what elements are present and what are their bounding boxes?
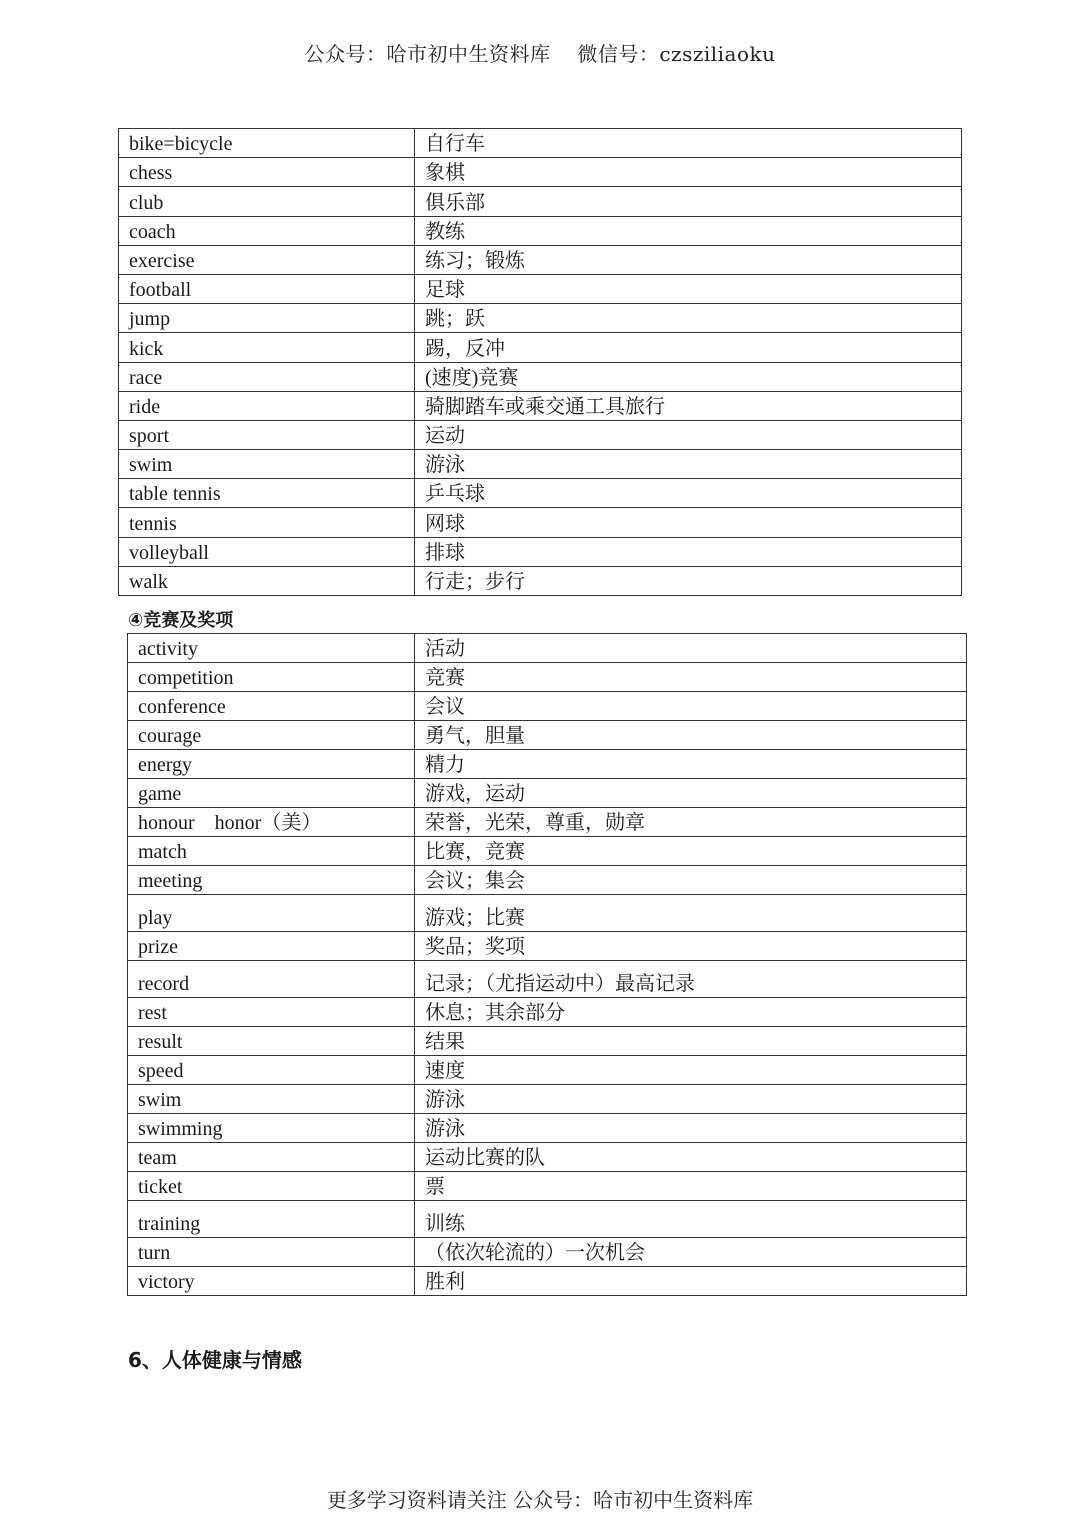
english-word: sport bbox=[119, 420, 415, 449]
vocab-row bbox=[119, 333, 962, 362]
chinese-meaning: 跳；跃 bbox=[415, 304, 962, 333]
english-word: chess bbox=[119, 158, 415, 187]
english-word: courage bbox=[128, 721, 415, 750]
vocab-row bbox=[128, 1201, 967, 1238]
chinese-meaning: 游泳 bbox=[415, 1114, 967, 1143]
chinese-meaning: 游泳 bbox=[415, 450, 962, 479]
chinese-meaning: 自行车 bbox=[415, 129, 962, 158]
sports-vocab-table bbox=[118, 128, 962, 596]
vocab-row bbox=[128, 1027, 967, 1056]
vocab-row bbox=[128, 1238, 967, 1267]
chinese-meaning: 胜利 bbox=[415, 1267, 967, 1296]
chinese-meaning: 俱乐部 bbox=[415, 187, 962, 216]
vocab-row bbox=[128, 998, 967, 1027]
chinese-meaning: 游戏，运动 bbox=[415, 779, 967, 808]
vocab-row bbox=[128, 721, 967, 750]
chinese-meaning: 运动 bbox=[415, 420, 962, 449]
vocab-row bbox=[128, 1143, 967, 1172]
subheading-competition-awards: ④竞赛及奖项 bbox=[128, 610, 234, 631]
chinese-meaning: 奖品；奖项 bbox=[415, 932, 967, 961]
vocab-row bbox=[128, 663, 967, 692]
english-word: bike=bicycle bbox=[119, 129, 415, 158]
chinese-meaning: 教练 bbox=[415, 216, 962, 245]
english-word: football bbox=[119, 274, 415, 303]
chinese-meaning: 荣誉，光荣，尊重，勋章 bbox=[415, 808, 967, 837]
english-word: match bbox=[128, 837, 415, 866]
vocab-row bbox=[119, 245, 962, 274]
chinese-meaning: 勇气，胆量 bbox=[415, 721, 967, 750]
english-word: energy bbox=[128, 750, 415, 779]
vocab-row bbox=[119, 450, 962, 479]
page-footer: 更多学习资料请关注 公众号：哈市初中生资料库 bbox=[326, 1488, 754, 1512]
chinese-meaning: (速度)竞赛 bbox=[415, 362, 962, 391]
chinese-meaning: 票 bbox=[415, 1172, 967, 1201]
chinese-meaning: 游戏；比赛 bbox=[415, 895, 967, 932]
vocab-row bbox=[128, 1085, 967, 1114]
vocab-row bbox=[128, 1114, 967, 1143]
vocab-row bbox=[128, 779, 967, 808]
english-word: victory bbox=[128, 1267, 415, 1296]
english-word: conference bbox=[128, 692, 415, 721]
english-word: swim bbox=[119, 450, 415, 479]
chinese-meaning: 行走；步行 bbox=[415, 566, 962, 595]
vocab-row bbox=[128, 750, 967, 779]
vocab-row bbox=[119, 508, 962, 537]
vocab-row bbox=[119, 216, 962, 245]
english-word: prize bbox=[128, 932, 415, 961]
english-word: volleyball bbox=[119, 537, 415, 566]
english-word: training bbox=[128, 1201, 415, 1238]
vocab-row bbox=[119, 274, 962, 303]
english-word: coach bbox=[119, 216, 415, 245]
vocab-row bbox=[119, 420, 962, 449]
english-word: competition bbox=[128, 663, 415, 692]
vocab-row bbox=[128, 895, 967, 932]
vocab-row bbox=[128, 932, 967, 961]
vocab-row bbox=[128, 808, 967, 837]
vocab-row bbox=[119, 479, 962, 508]
vocab-row bbox=[128, 1172, 967, 1201]
english-word: tennis bbox=[119, 508, 415, 537]
english-word: exercise bbox=[119, 245, 415, 274]
chinese-meaning: 比赛，竞赛 bbox=[415, 837, 967, 866]
chinese-meaning: 踢，反冲 bbox=[415, 333, 962, 362]
vocab-row bbox=[119, 304, 962, 333]
vocab-row bbox=[128, 1056, 967, 1085]
english-word: speed bbox=[128, 1056, 415, 1085]
vocab-row bbox=[128, 961, 967, 998]
english-word: rest bbox=[128, 998, 415, 1027]
chinese-meaning: （依次轮流的）一次机会 bbox=[415, 1238, 967, 1267]
english-word: activity bbox=[128, 634, 415, 663]
english-word: race bbox=[119, 362, 415, 391]
english-word: meeting bbox=[128, 866, 415, 895]
chinese-meaning: 活动 bbox=[415, 634, 967, 663]
header-wechat-id: 微信号：czsziliaoku bbox=[577, 42, 776, 66]
vocab-row bbox=[119, 158, 962, 187]
chinese-meaning: 游泳 bbox=[415, 1085, 967, 1114]
competition-vocab-table bbox=[127, 633, 967, 1296]
english-word: record bbox=[128, 961, 415, 998]
english-word: swimming bbox=[128, 1114, 415, 1143]
vocab-row bbox=[119, 391, 962, 420]
english-word: ride bbox=[119, 391, 415, 420]
chinese-meaning: 足球 bbox=[415, 274, 962, 303]
vocab-row bbox=[128, 634, 967, 663]
chinese-meaning: 练习；锻炼 bbox=[415, 245, 962, 274]
chinese-meaning: 竞赛 bbox=[415, 663, 967, 692]
english-word: club bbox=[119, 187, 415, 216]
chinese-meaning: 会议；集会 bbox=[415, 866, 967, 895]
chinese-meaning: 运动比赛的队 bbox=[415, 1143, 967, 1172]
english-word: table tennis bbox=[119, 479, 415, 508]
chinese-meaning: 训练 bbox=[415, 1201, 967, 1238]
section-heading-health-emotion: 6、人体健康与情感 bbox=[128, 1348, 302, 1372]
vocab-row bbox=[128, 837, 967, 866]
chinese-meaning: 速度 bbox=[415, 1056, 967, 1085]
english-word: turn bbox=[128, 1238, 415, 1267]
page-header bbox=[0, 38, 1080, 67]
english-word: honour honor（美） bbox=[128, 808, 415, 837]
english-word: play bbox=[128, 895, 415, 932]
chinese-meaning: 象棋 bbox=[415, 158, 962, 187]
english-word: team bbox=[128, 1143, 415, 1172]
english-word: swim bbox=[128, 1085, 415, 1114]
english-word: ticket bbox=[128, 1172, 415, 1201]
vocab-row bbox=[119, 566, 962, 595]
header-account-name: 公众号：哈市初中生资料库 bbox=[304, 42, 551, 66]
vocab-row bbox=[119, 129, 962, 158]
english-word: walk bbox=[119, 566, 415, 595]
chinese-meaning: 网球 bbox=[415, 508, 962, 537]
vocab-row bbox=[119, 537, 962, 566]
english-word: jump bbox=[119, 304, 415, 333]
chinese-meaning: 记录；（尤指运动中）最高记录 bbox=[415, 961, 967, 998]
chinese-meaning: 排球 bbox=[415, 537, 962, 566]
chinese-meaning: 乒乓球 bbox=[415, 479, 962, 508]
chinese-meaning: 会议 bbox=[415, 692, 967, 721]
vocab-row bbox=[128, 1267, 967, 1296]
vocab-row bbox=[128, 692, 967, 721]
chinese-meaning: 结果 bbox=[415, 1027, 967, 1056]
chinese-meaning: 休息；其余部分 bbox=[415, 998, 967, 1027]
english-word: game bbox=[128, 779, 415, 808]
vocab-row bbox=[119, 187, 962, 216]
chinese-meaning: 精力 bbox=[415, 750, 967, 779]
vocab-row bbox=[128, 866, 967, 895]
chinese-meaning: 骑脚踏车或乘交通工具旅行 bbox=[415, 391, 962, 420]
english-word: result bbox=[128, 1027, 415, 1056]
vocab-row bbox=[119, 362, 962, 391]
english-word: kick bbox=[119, 333, 415, 362]
